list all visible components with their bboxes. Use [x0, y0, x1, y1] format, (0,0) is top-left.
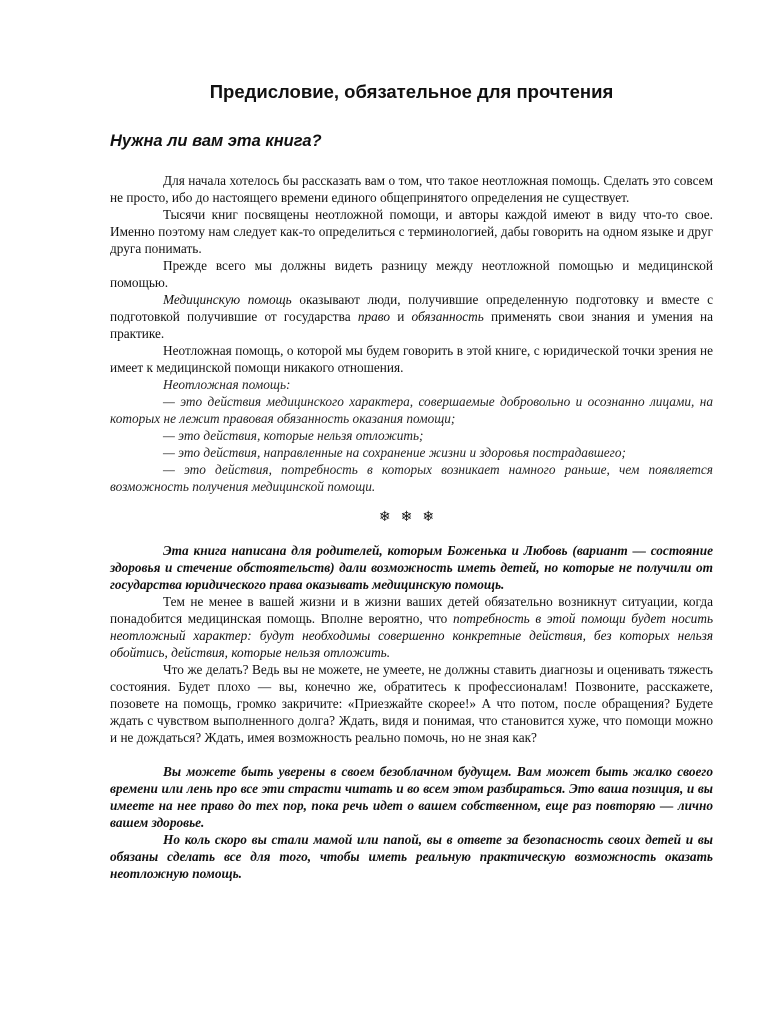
definition-item: — это действия медицинского характера, совершаемые добровольно и осознанно лицами, на которых не лежит правовая обязанность оказания помощи;: [110, 394, 713, 426]
page-title: Предисловие, обязательное для прочтения: [209, 81, 614, 102]
document-body: [110, 172, 713, 882]
paragraph-parents: Но коль скоро вы стали мамой или папой, вы в ответе за безопасность своих детей и вы обязаны сделать все для того, чтобы иметь реальную практическую возможность оказать неотложную помощь.: [110, 832, 713, 881]
term-duty: обязанность: [411, 309, 484, 324]
section-subtitle: Нужна ли вам эта книга?: [110, 132, 322, 150]
paragraph-audience: Эта книга написана для родителей, которым Боженька и Любовь (вариант — состояние здоровья и стечение обстоятельств) дали возможность иметь детей, но которые не получили от государства юридического права оказывать медицинскую помощь.: [110, 543, 713, 592]
paragraph-intro-2: Тысячи книг посвящены неотложной помощи, и авторы каждой имеют в виду что-то свое. Именно поэтому нам следует как-то определиться с терминологией, дабы говорить на одном языке и друг друга понимать.: [110, 207, 713, 256]
text-span: и: [390, 309, 412, 324]
term-medical-help: Медицинскую помощь: [163, 292, 292, 307]
definition-label: Неотложная помощь:: [163, 377, 291, 392]
definition-item: — это действия, потребность в которых возникает намного раньше, чем появляется возможность получения медицинской помощи.: [110, 462, 713, 494]
paragraph-intro-3: Прежде всего мы должны видеть разницу между неотложной помощью и медицинской помощью.: [110, 258, 713, 290]
text-span: применять свои знания и умения на практике.: [110, 309, 713, 341]
definition-list: [110, 376, 713, 495]
paragraph-situations: [110, 593, 713, 661]
term-right: право: [357, 309, 391, 324]
section-separator-icon: ❄❄❄: [378, 509, 445, 525]
text-span: оказывают люди, получившие определенную подготовку и вместе с подготовкой получившие от государства: [110, 292, 714, 324]
paragraph-urgent-help: Неотложная помощь, о которой мы будем говорить в этой книге, с юридической точки зрения не имеет к медицинской помощи никакого отношения.: [110, 343, 713, 375]
document-page: [110, 80, 713, 882]
definition-item: — это действия, направленные на сохранение жизни и здоровья пострадавшего;: [163, 445, 626, 460]
paragraph-what-to-do: Что же делать? Ведь вы не можете, не умеете, не должны ставить диагнозы и оценивать тяжесть состояния. Будет плохо — вы, конечно же, обратитесь к профессионалам! Позвоните, расскажете, позовете на помощь, громко закричите: «Приезжайте скорее!» А что потом, после обращения? Будете ждать с чувством выполненного долга? Ждать, видя и понимая, что становится хуже, что помощи можно и не дождаться? Ждать, имея возможность реально помочь, но не зная как?: [110, 662, 713, 745]
paragraph-intro-1: Для начала хотелось бы рассказать вам о том, что такое неотложная помощь. Сделать это совсем не просто, ибо до настоящего времени единого общепринятого определения не существует.: [110, 173, 713, 205]
spacer: [110, 746, 713, 763]
definition-item: — это действия, которые нельзя отложить;: [163, 428, 424, 443]
text-italic: потребность в этой помощи будет носить неотложный характер: будут необходимы совершенно конкретные действия, без которых нельзя обойтись, действия, которые нельзя отложить.: [110, 611, 713, 660]
text-span: Тем не менее в вашей жизни и в жизни ваших детей обязательно возникнут ситуации, когда понадобится медицинская помощь. Вполне вероятно, что: [110, 594, 713, 626]
paragraph-confident: Вы можете быть уверены в своем безоблачном будущем. Вам может быть жалко своего времени или лень про все эти страсти читать и во всем этом разбираться. Это ваша позиция, и вы имеете на нее право до тех пор, пока речь идет о вашем собственном, еще раз повторяю — лично вашем здоровье.: [110, 764, 713, 830]
paragraph-medical-help: [110, 291, 713, 342]
